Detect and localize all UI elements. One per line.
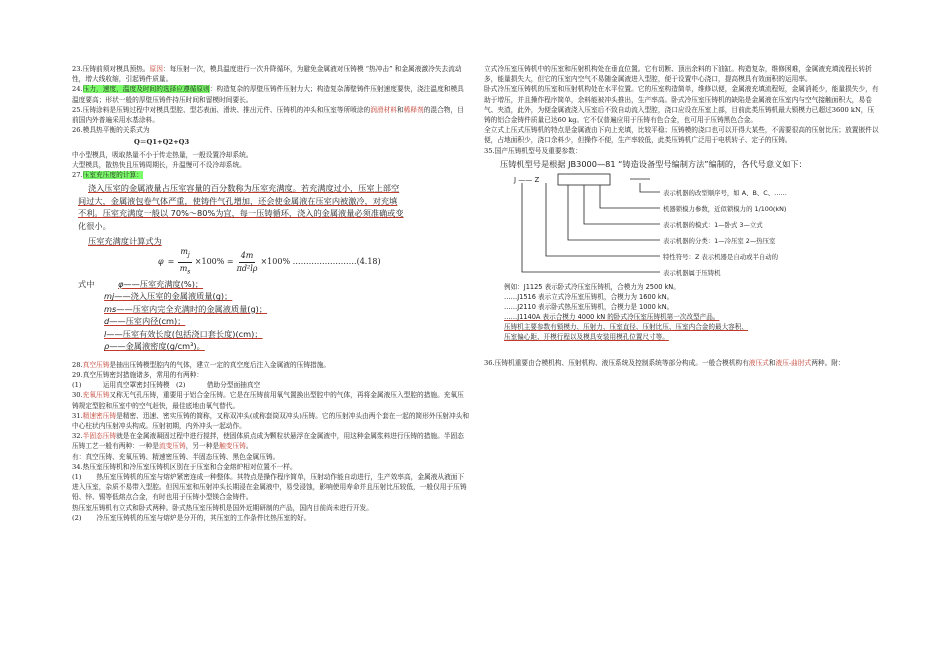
- var-phi-desc: ——压室充满度(%)；: [123, 278, 204, 289]
- var-ms-symbol: ms: [104, 303, 117, 314]
- label-force: 机器锁模力参数，近似锁模力的 1/100(kN): [663, 205, 787, 214]
- para-26-small-mold: 中小型模具，吸取热量不小于传走热量，一般设置冷却系统。: [72, 150, 253, 159]
- para-24: [72, 84, 470, 104]
- var-ms: [104, 303, 267, 316]
- var-mj: [104, 290, 267, 303]
- var-phi-symbol: φ: [118, 278, 124, 289]
- para-28-lead: 28.: [72, 360, 83, 369]
- var-mj-symbol: mj: [104, 291, 115, 302]
- para-26: 26.模具热平衡的关系式为: [72, 126, 150, 135]
- para-29: 29.真空压铸密封措施诸多，常用的有两种：: [72, 370, 204, 379]
- example-3: ……J2110 表示卧式热压室压铸机，合模力是 1000 kN。: [504, 303, 674, 312]
- example-1: 例如：J1125 表示卧式冷压室压铸机，合模力为 2500 kN。: [504, 283, 680, 292]
- para-25-and: 和: [396, 105, 404, 114]
- para-25-lead: 25.压铸涂料是压铸过程中对模具型腔、型芯表面、滑块、推出元件、压铸机的冲头和压室等所喷涂的: [72, 105, 371, 114]
- para-32-text-2: ，另一种是: [185, 442, 220, 451]
- para-30-text: 又称无气孔压铸，重要用于铝合金压铸。它是在压铸前用氧气置换出型腔中的气体，再将金属液压入型腔的措施。充氧压铸规定型腔和压室中的空气赶快，最佳底地由氧气替代。: [72, 391, 464, 410]
- para-31-text: 是精密、迅速、密实压铸的简称，又称双冲头(或称套筒双冲头)压铸。它的压射冲头由两个套在一起的简形外压射冲头和中心柱状内压射冲头构成。压射初期，内外冲头一起动作。: [72, 411, 470, 430]
- para-30: [72, 390, 470, 410]
- fill-ratio-line-3: 不利。压室充满度一般以 70%～80%为宜，每一压铸循环，浇入的金属液量必须准确或变: [78, 208, 404, 219]
- para-34-cold: (2) 冷压室压铸机的压室与熔炉是分开的，其压室的工作条件比热压室的好。: [72, 513, 311, 522]
- para-25-text: 的混合物，目前国内外普遍采用水基涂料。: [72, 105, 464, 125]
- code-box-params: [558, 174, 610, 185]
- para-32-keyword: 半固态压铸: [82, 432, 117, 441]
- para-32: [72, 431, 470, 451]
- para-25: [72, 105, 470, 125]
- para-26-large-mold: 大型模具，散热快且压铸周期长，升温慢可不设冷却系统。: [72, 160, 246, 169]
- fraction-1: [178, 246, 191, 279]
- para-vertical-cold: 立式冷压室压铸机中的压室和压射机构处在垂直位置。它有切断、顶出余料的下油缸。构造复杂，维修困难，金属液充填流程长转折多，能量损失大，但它的压室内空气不易随金属液进入型腔，便于设置中心浇口，提高模具有效面积的运用率。: [484, 65, 872, 84]
- example-4: ……J1140A 表示合模力 4000 kN 的卧式冷压室压铸机第一次改型产品。: [504, 313, 720, 322]
- para-25-keyword-1: 润滑材料: [370, 105, 397, 114]
- label-feature: 特性符号：Z 表示机器是自动或半自动的: [663, 253, 779, 262]
- label-class: 表示机器的分类：1—冷压室 2—热压室: [663, 237, 776, 246]
- para-31-lead: 31.: [72, 411, 83, 420]
- para-32-text: 就是在金属液凝固过程中进行搅拌，使固体质点成为颗粒状悬浮在金属液中，用这种金属浆料进行压铸的措施。半固态压铸工艺一般有两种：一种是: [72, 432, 464, 451]
- model-code-heading: 压铸机型号是根据 JB3000—81 “铸造设备型号编制方法”编制的，各代号意义如下：: [500, 158, 807, 169]
- times-100: ×100% =: [194, 257, 234, 267]
- branch-type: [584, 185, 660, 224]
- var-l: [104, 328, 267, 341]
- fill-ratio-line-4: 化很小。: [78, 220, 111, 231]
- para-horizontal-cold: 卧式冷压室压铸机的压室和压射机构处在水平位置。它的压室构造简单，维修以便，金属液充填流程短，金属消耗少，能量损失少，有助于增压，并且操作程序简单，余料能被冲头推出，生产率高。卧式冷压室压铸机的缺陷是金属液在压室内与空气接触面积大，易卷气、夹渣，此外，为便金属液浇入压室后不致自动流入型腔，浇口应设在压室上部，目前此类压铸机最大锁模力已超过3600 kN，压铸的铝合金铸件质量已达60 kg。它不仅普遍应用于压铸有色合金，也可用于压铸黑色合金。: [484, 85, 879, 125]
- var-rho: [104, 340, 267, 353]
- para-24-highlight: 压力，速度，温度及时间的选择应遵循原则: [82, 85, 210, 94]
- para-36: [484, 358, 880, 368]
- branch-revision: [640, 183, 660, 192]
- para-34-hot-types: 热压室压铸机有立式和卧式两种。卧式热压室压铸机是国外近期研制的产品，国内目前尚未进行开发。: [72, 503, 373, 512]
- para-35: 35.国产压铸机型号及重要参数：: [484, 146, 582, 155]
- fill-ratio-figure: [72, 182, 470, 353]
- para-full-vertical: 全立式上压式压铸机的特点是金属液由下向上充填，比较平稳；压铸模的浇口也可以开得大某些，不需要很高的压射比压；放置嵌件以便，占地面积少，浇口余料少，但操作不便，生产率较低，此类压铸机广泛用于电机转子、定子的压铸。: [484, 126, 879, 145]
- fraction-1-den-sub: s: [187, 268, 191, 276]
- fill-ratio-line-2: 间过大，金属液包卷气体严重，使铸件气孔增加，还会使金属液在压室内被激冷，对充填: [78, 195, 398, 206]
- label-machine: 表示机器属于压铸机: [663, 269, 721, 278]
- para-31-keyword: 精速密压铸: [82, 411, 117, 420]
- model-code-figure: [484, 158, 880, 343]
- para-34: 34.热压室压铸机和冷压室压铸机区别在于压室和合金熔炉相对位置不一样。: [72, 462, 297, 471]
- para-27: [72, 170, 470, 180]
- para-29-methods: (1) 运用真空罩密封压铸模 (2) 借助分型面抽真空: [72, 381, 261, 390]
- para-36-and: 和: [768, 359, 776, 368]
- params-line-2: 压室偏心距、开模行程以及模具安装用模孔位置尺寸等。: [504, 333, 669, 342]
- var-mj-desc: ——浇入压室的金属液质量(g)；: [114, 291, 233, 302]
- branch-force: [600, 185, 660, 208]
- para-30-lead: 30.: [72, 391, 83, 400]
- label-type: 表示机器的模式：1—卧式 3—立式: [663, 221, 763, 230]
- variable-definitions: [78, 278, 470, 353]
- label-revision: 表示机器的改型顺序号，如 A、B、C、……: [663, 189, 787, 198]
- para-32-end: 。: [245, 442, 253, 451]
- var-d-symbol: d: [104, 316, 110, 327]
- fraction-1-num-sub: j: [187, 251, 190, 259]
- para-32-keyword-2: 流变压铸: [158, 442, 186, 451]
- para-36-keyword-1: 液压式: [748, 359, 769, 368]
- var-ms-desc: ——压室内完全充满时的金属液质量(g)；: [116, 303, 268, 314]
- para-31: [72, 411, 470, 431]
- para-23: [72, 64, 470, 84]
- fraction-2-den: πd²lρ: [236, 264, 258, 274]
- fill-ratio-line-1: 浇入压室的金属液量占压室容量的百分数称为压室充满度。若充满度过小，压室上部空: [88, 183, 400, 194]
- para-28-keyword: 真空压铸: [82, 360, 110, 369]
- branch-class: [568, 185, 660, 240]
- var-l-symbol: l: [104, 328, 107, 339]
- para-28-text: 是抽出压铸模型腔内的气体，建立一定的真空度后注入金属液的压铸措施。: [109, 360, 331, 369]
- times-100-eqno: ×100% ……………………(4.18): [260, 257, 381, 267]
- para-36-end: 两种。附：: [811, 359, 845, 368]
- para-27-lead: 27.: [72, 171, 83, 180]
- var-rho-desc: ——金属液密度(g/cm³)。: [109, 341, 205, 352]
- para-24-text: ：构造复杂的厚壁压铸件压射力大；构造复杂薄壁铸件压射速度要快，浇注温度和模具温度要高；形状一般的厚壁压铸件持压时间和留模时间要长。: [72, 85, 464, 104]
- branch-feature: [546, 183, 660, 256]
- phi-symbol: φ: [158, 257, 164, 267]
- para-23-keyword: 原因: [149, 65, 163, 73]
- para-23-text: ：每压射一次，模具温度进行一次升降循环，为避免金属液对压铸模 “热冲击” 和金属液激冷失去流动性，增大线收缩，引起铸件质量。: [72, 65, 462, 84]
- fill-ratio-equation: φ = $\frac{m_j}{m_s}$ ×100% = $\frac{4m}{\text{πd²lρ}}$ ×100% ……………………(4.18): [78, 248, 470, 278]
- model-code-text: J —— Z: [514, 176, 540, 185]
- fill-ratio-calc-label: 压室充满度计算式为: [88, 236, 162, 247]
- para-36-keyword-2: 液压-曲肘式: [775, 359, 812, 368]
- para-30-keyword: 充氧压铸: [82, 391, 110, 400]
- where-label: 式中: [78, 278, 95, 289]
- branch-machine: [522, 183, 660, 272]
- para-27-highlight: 压室充压度的计算：: [82, 171, 143, 180]
- para-23-lead: 23.压铸前须对模具预热。: [72, 65, 150, 73]
- para-32-types: 有：真空压铸、充氧压铸、精速密压铸、半固态压铸、黑色金属压铸。: [72, 452, 280, 461]
- heat-balance-formula: Q＝Q1+Q2+Q3: [134, 138, 190, 147]
- model-code-diagram: [500, 170, 860, 282]
- fraction-2-num: 4m: [239, 250, 256, 264]
- var-l-desc: ——压室有效长度(包括浇口套长度)(cm)；: [106, 328, 263, 339]
- var-d: [104, 315, 267, 328]
- para-28: [72, 360, 470, 370]
- var-d-desc: ——压室内径(cm)；: [109, 316, 186, 327]
- params-line-1: 压铸机主要参数有锁模力、压射力、压室直径、压射比压、压室内合金的最大容积、: [504, 323, 748, 332]
- left-column: [72, 64, 470, 523]
- para-32-keyword-3: 触变压铸: [219, 442, 246, 451]
- para-34-hot: (1) 热压室压铸机的压室与熔炉紧密连成一种整体。其特点是操作程序简单，压射动作能自动进行，生产效率高，金属液从液面下进入压室，杂质不易带入型腔。但因压室和压射冲头长期浸在金属液中，易受浸蚀，影响使用寿命并且压射比压较低，一般仅用于压铸铅、锌、锡等低熔点合金，有时也用于压铸小型镁合金铸件。: [72, 472, 467, 502]
- variable-list: [104, 278, 267, 353]
- para-25-keyword-2: 稀释剂: [403, 105, 424, 114]
- var-phi: [104, 278, 267, 291]
- fraction-2: [237, 250, 258, 276]
- model-examples: [500, 282, 880, 342]
- para-24-lead: 24.: [72, 85, 83, 94]
- para-32-lead: 32.: [72, 432, 83, 441]
- example-2: ……J1516 表示立式冷压室压铸机，合模力为 1600 kN。: [504, 293, 674, 302]
- fraction-1-num: m: [180, 247, 188, 257]
- var-rho-symbol: ρ: [104, 341, 110, 352]
- fraction-1-den: m: [179, 264, 188, 274]
- para-36-text: 36.压铸机重要由合模机构、压射机构、液压系统及控制系统等部分构成。一般合模机构有: [484, 359, 749, 368]
- right-column: [484, 64, 880, 369]
